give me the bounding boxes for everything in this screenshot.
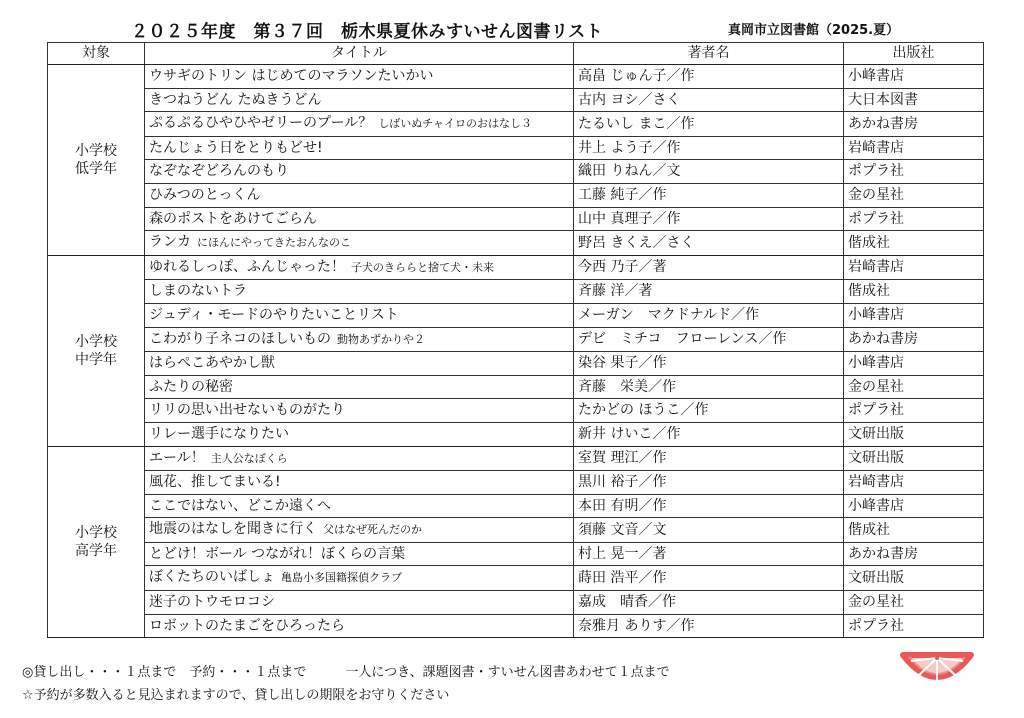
table-row	[48, 399, 984, 423]
book-title: 地震のはなしを聞きに行く	[149, 521, 317, 538]
book-subtitle: しばいぬチャイロのおはなし３	[378, 117, 532, 131]
grade-school-label: 小学校	[75, 524, 117, 541]
table-row	[48, 446, 984, 471]
book-author: 斉藤 洋／著	[574, 280, 844, 304]
table-row	[48, 327, 984, 352]
book-publisher: ポプラ社	[844, 399, 984, 423]
book-title: ゆれるしっぽ、ふんじゃった！	[149, 258, 345, 275]
book-publisher: あかね書房	[844, 327, 984, 352]
table-row	[48, 494, 984, 518]
notes	[22, 661, 670, 707]
book-publisher: 岩崎書店	[844, 136, 984, 160]
book-author: 新井 けいこ／作	[574, 422, 844, 446]
book-author: 野呂 きくえ／さく	[574, 231, 844, 256]
book-publisher: 偕成社	[844, 231, 984, 256]
book-author: たかどの ほうこ／作	[574, 399, 844, 423]
book-publisher: あかね書房	[844, 542, 984, 566]
book-publisher: ポプラ社	[844, 614, 984, 638]
book-title: ロボットのたまごをひろったら	[149, 617, 345, 634]
book-title: ここではない、どこか遠くへ	[149, 497, 331, 514]
book-publisher: ポプラ社	[844, 160, 984, 184]
book-title: きつねうどん たぬきうどん	[149, 91, 322, 108]
book-author: 山中 真理子／作	[574, 207, 844, 231]
book-subtitle: 動物あずかりや２	[337, 332, 425, 346]
book-title: ひみつのとっくん	[149, 186, 261, 203]
table-row	[48, 280, 984, 304]
book-publisher: 小峰書店	[844, 352, 984, 376]
book-title-cell	[145, 207, 574, 231]
book-title: リレー選手になりたい	[149, 425, 289, 442]
library-name: 真岡市立図書館（2025.夏）	[728, 23, 900, 38]
book-title: 森のポストをあけてごらん	[149, 210, 317, 227]
book-author: 斉藤 栄美／作	[574, 375, 844, 399]
table-row	[48, 303, 984, 327]
book-title-cell	[145, 136, 574, 160]
note-line-2: ☆予約が多数入ると見込まれますので、貸し出しの期限をお守りください	[22, 688, 450, 703]
book-title-cell	[145, 88, 574, 112]
book-title-cell	[145, 183, 574, 207]
grade-level-label: 中学年	[75, 351, 117, 368]
book-title: こわがり子ネコのほしいもの	[149, 330, 331, 347]
book-subtitle: にほんにやってきたおんなのこ	[197, 236, 351, 250]
book-author: メーガン マクドナルド／作	[574, 303, 844, 327]
book-author: 織田 りねん／文	[574, 160, 844, 184]
table-row	[48, 422, 984, 446]
grade-school-label: 小学校	[75, 333, 117, 350]
book-title-cell	[145, 422, 574, 446]
book-title-cell	[145, 352, 574, 376]
book-title: リリの思い出せないものがたり	[149, 402, 345, 419]
book-publisher: 岩崎書店	[844, 471, 984, 495]
book-author: 本田 有明／作	[574, 494, 844, 518]
book-publisher: 文研出版	[844, 422, 984, 446]
book-publisher: 文研出版	[844, 566, 984, 591]
table-row	[48, 88, 984, 112]
book-author: 室賀 理江／作	[574, 446, 844, 471]
grade-school-label: 小学校	[75, 142, 117, 159]
book-title-cell	[145, 446, 574, 471]
table-row	[48, 471, 984, 495]
book-title-cell	[145, 591, 574, 615]
book-publisher: 金の星社	[844, 375, 984, 399]
book-title-cell	[145, 566, 574, 591]
book-subtitle: 主人公なぼくら	[210, 451, 288, 465]
page-header	[0, 17, 1024, 43]
table-row	[48, 136, 984, 160]
table-row	[48, 591, 984, 615]
grade-level-label: 低学年	[75, 160, 117, 177]
table-row	[48, 352, 984, 376]
book-publisher: 偕成社	[844, 280, 984, 304]
grade-level-label: 高学年	[75, 542, 117, 559]
book-title-cell	[145, 494, 574, 518]
book-title-cell	[145, 303, 574, 327]
book-author: 古内 ヨシ／さく	[574, 88, 844, 112]
book-publisher: あかね書房	[844, 112, 984, 137]
book-title-cell	[145, 327, 574, 352]
table-row	[48, 231, 984, 256]
grapefruit-slice-icon	[897, 641, 977, 703]
grade-group-label	[48, 446, 145, 638]
book-author: 嘉成 晴香／作	[574, 591, 844, 615]
book-title-cell	[145, 375, 574, 399]
book-title: ウサギのトリン はじめてのマラソンたいかい	[149, 68, 434, 84]
book-publisher: 偕成社	[844, 518, 984, 543]
book-title: ぼくたちのいばしょ	[149, 569, 275, 586]
table-header-row	[48, 43, 984, 65]
book-publisher: ポプラ社	[844, 207, 984, 231]
grade-group-label	[48, 255, 145, 446]
book-publisher: 小峰書店	[844, 494, 984, 518]
book-publisher: 文研出版	[844, 446, 984, 471]
table-row	[48, 518, 984, 543]
book-title-cell	[145, 112, 574, 137]
table-row	[48, 65, 984, 89]
book-publisher: 金の星社	[844, 591, 984, 615]
book-publisher: 金の星社	[844, 183, 984, 207]
book-title-cell	[145, 471, 574, 495]
book-author: 村上 晃一／著	[574, 542, 844, 566]
column-header-target: 対象	[48, 43, 145, 65]
table-row	[48, 183, 984, 207]
book-publisher: 小峰書店	[844, 65, 984, 89]
book-title-cell	[145, 65, 574, 89]
book-title: はらぺこあやかし獣	[149, 355, 275, 372]
book-title: なぞなぞどろんのもり	[149, 163, 289, 180]
book-title-cell	[145, 255, 574, 280]
page-title: ２０２５年度 第３７回 栃木県夏休みすいせん図書リスト	[131, 22, 604, 42]
book-title-cell	[145, 399, 574, 423]
book-subtitle: 父はなぜ死んだのか	[323, 523, 422, 537]
column-header-publisher: 出版社	[844, 43, 984, 65]
book-author: 蒔田 浩平／作	[574, 566, 844, 591]
book-author: デビ ミチコ フローレンス／作	[574, 327, 844, 352]
table-body	[48, 65, 984, 638]
book-list-table	[47, 42, 984, 638]
book-title-cell	[145, 280, 574, 304]
book-title-cell	[145, 518, 574, 543]
book-title: ランカ	[149, 234, 191, 251]
table-row	[48, 255, 984, 280]
table-row	[48, 614, 984, 638]
table-row	[48, 542, 984, 566]
table-row	[48, 112, 984, 137]
book-subtitle: 子犬のきららと捨て犬・未来	[351, 260, 494, 274]
note-line-1: ◎貸し出し・・・１点まで 予約・・・１点まで 一人につき、課題図書・すいせん図書あわせて１点まで	[22, 665, 670, 680]
book-author: たるいし まこ／作	[574, 112, 844, 137]
book-title: ぷるぷるひやひやゼリーのプール？	[149, 115, 373, 132]
table-row	[48, 566, 984, 591]
book-title: しまのないトラ	[149, 283, 247, 300]
book-title-cell	[145, 160, 574, 184]
book-author: 高畠 じゅん子／作	[574, 65, 844, 89]
book-publisher: 岩崎書店	[844, 255, 984, 280]
book-author: 井上 よう子／作	[574, 136, 844, 160]
book-title: とどけ！ボール つながれ！ぼくらの言葉	[149, 545, 406, 562]
table-row	[48, 160, 984, 184]
book-title-cell	[145, 614, 574, 638]
book-title-cell	[145, 231, 574, 256]
table-row	[48, 375, 984, 399]
book-title: ふたりの秘密	[149, 378, 233, 395]
book-author: 須藤 文音／文	[574, 518, 844, 543]
book-author: 黒川 裕子／作	[574, 471, 844, 495]
book-title: 風花、推してまいる!	[149, 474, 281, 491]
table-row	[48, 207, 984, 231]
book-subtitle: 亀島小多国籍探偵クラブ	[281, 571, 402, 585]
book-title: ジュディ・モードのやりたいことリスト	[149, 306, 399, 323]
column-header-title: タイトル	[145, 43, 574, 65]
book-author: 染谷 果子／作	[574, 352, 844, 376]
column-header-author: 著者名	[574, 43, 844, 65]
book-title: エール！	[149, 449, 205, 466]
book-publisher: 小峰書店	[844, 303, 984, 327]
book-title: 迷子のトウモロコシ	[149, 594, 275, 611]
grade-group-label	[48, 65, 145, 256]
book-author: 今西 乃子／著	[574, 255, 844, 280]
book-publisher: 大日本図書	[844, 88, 984, 112]
book-title: たんじょう日をとりもどせ!	[149, 139, 323, 156]
book-title-cell	[145, 542, 574, 566]
book-author: 奈雅月 ありす／作	[574, 614, 844, 638]
book-author: 工藤 純子／作	[574, 183, 844, 207]
